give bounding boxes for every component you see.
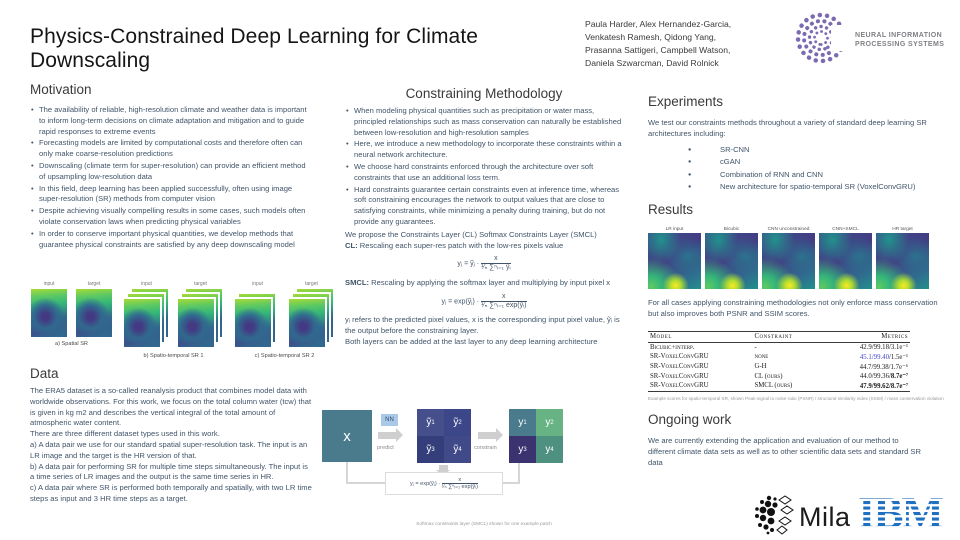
formula-note: yᵢ refers to the predicted pixel values, x is the corresponding input pixel value, ỹᵢ is the output before the constraining layer. — [345, 315, 620, 336]
author-line: Daniela Szwarcman, David Rolnick — [585, 58, 719, 68]
climate-image — [30, 288, 68, 338]
results-table — [648, 331, 910, 392]
section-results — [648, 202, 944, 401]
constrain-arrow-icon — [478, 432, 496, 439]
motivation-bullet: • The availability of reliable, high-resolution climate and weather data is important to inform long-term decisions on climate adaptation and mitigation and to guide rapid responses to extreme events — [30, 105, 312, 137]
methodology-bullet: • Here, we introduce a new methodology to incorporate these constraints within a neural network architecture. — [345, 139, 623, 161]
figure-label: input — [141, 281, 152, 287]
section-experiments — [648, 94, 938, 194]
diagram-predicted-grid — [417, 409, 471, 463]
experiments-list — [648, 144, 938, 194]
cl-label: CL: — [345, 240, 358, 250]
climate-image-stack — [123, 288, 170, 350]
svg-text:IBM: IBM — [858, 490, 942, 534]
result-image-label: CNN unconstrained — [767, 227, 810, 232]
table-header: Metrics — [822, 331, 910, 342]
figure-caption: c) Spatio-temporal SR 2 — [254, 353, 315, 359]
motivation-heading: Motivation — [30, 82, 92, 97]
data-heading: Data — [30, 366, 59, 381]
grid-cell: y 2 — [536, 409, 563, 436]
motivation-bullet: • Despite achieving visually compelling results in some cases, such models often violate conservation laws when predicting physical variables — [30, 206, 312, 228]
grid-cell: ỹ 4 — [444, 436, 471, 463]
ongoing-text: We are currently extending the application and evaluation of our method to different climate data sets as well as to other scientific data sets and standard SR data — [648, 436, 921, 467]
experiments-intro: We test our constraints methods throughout a variety of standard deep learning SR architectures including: — [648, 118, 927, 138]
author-line: Prasanna Sattigeri, Campbell Watson, — [585, 45, 731, 55]
smcl-formula: yⱼ = exp(ỹⱼ) · $\frac{x}{\text{¹⁄ₙ ∑ⁿᵢ₌₁ exp(ỹᵢ)}}$ — [441, 293, 527, 310]
figure-label: target — [305, 281, 318, 287]
figure-group-spatio-temporal-1 — [123, 281, 224, 365]
smcl-label: SMCL: — [345, 278, 370, 288]
results-summary: For all cases applying constraining methodologies not only enforce mass conservation but also improves both PSNR and SSIM scores. — [648, 298, 938, 318]
data-paragraph: b) A data pair for performing SR for multiple time steps simultaneously. The input is a time series of LR images and the output is the same time series in HR. — [30, 461, 308, 482]
figure-label: target — [194, 281, 207, 287]
result-map-image — [705, 233, 758, 289]
table-header-row — [648, 331, 910, 342]
section-data — [30, 366, 312, 505]
climate-image-stack — [177, 288, 224, 350]
section-methodology — [345, 106, 623, 348]
figure-label: target — [87, 281, 101, 287]
experiments-item: ● New architecture for spatio-temporal SR (VoxelConvGRU) — [648, 181, 938, 194]
result-image-label: LR input — [665, 227, 684, 232]
smcl-diagram — [318, 408, 568, 496]
table-row: Bicubic+interp. - 42.9/99.18/3.1e⁻¹ — [650, 343, 908, 352]
ongoing-heading: Ongoing work — [648, 412, 732, 427]
diagram-nn-box: NN — [381, 414, 398, 426]
figure-caption: a) Spatial SR — [55, 341, 88, 347]
climate-image-stack — [288, 288, 335, 350]
diagram-connector — [346, 462, 385, 484]
result-image-label: CNN+SMCL — [832, 227, 859, 232]
cl-formula: yⱼ = ỹⱼ · $\frac{x}{\text{¹⁄ₙ ∑ⁿᵢ₌₁ ỹᵢ}}$ — [457, 255, 511, 272]
result-map-image — [876, 233, 929, 289]
result-image-label: HR target — [892, 227, 913, 232]
section-motivation — [30, 82, 312, 251]
down-arrow-icon — [439, 465, 448, 470]
grid-cell: ỹ 1 — [417, 409, 444, 436]
figure-label: input — [252, 281, 263, 287]
grid-cell: y 1 — [509, 409, 536, 436]
ibm-stripes-icon — [858, 490, 946, 534]
methodology-bullet: • We choose hard constraints enforced through the architecture over soft constraints that use an additional loss term. — [345, 162, 623, 184]
figure-label: input — [43, 281, 55, 287]
predict-arrow-icon — [378, 432, 396, 439]
data-paragraph: The ERA5 dataset is a so-called reanalysis product that combines model data with worldwide observations. For this work, we focus on the total column water (tcw) that is given in kg m2 and describes the vertical integral of the total amount of atmospheric water content. — [30, 386, 312, 428]
diagram-formula-box: yⱼ = exp(ỹⱼ) · $\frac{x}{\text{¹⁄ₙ ∑ⁿᵢ₌₁ exp(ỹᵢ)}}$ — [385, 472, 503, 495]
climate-image-stack — [234, 288, 281, 350]
methodology-bullet: • When modeling physical quantities such as precipitation or water mass, principled relationships such as mass conservation can naturally be established between low-resolution and high-resolution samples — [345, 106, 623, 138]
result-map-image — [648, 233, 701, 289]
author-line: Paula Harder, Alex Hernandez-Garcia, — [585, 19, 732, 29]
neurips-swirl-icon — [795, 9, 851, 72]
propose-line: We propose the Constraints Layer (CL) Softmax Constraints Layer (SMCL) — [345, 229, 597, 239]
figure-group-spatio-temporal-2 — [234, 281, 335, 365]
data-paragraph: There are three different dataset types used in this work. — [30, 429, 220, 439]
author-line: Venkatesh Ramesh, Qidong Yang, — [585, 32, 717, 42]
table-header: Model — [648, 331, 752, 342]
table-caption: Example scores for spatio-temporal SR, shown Peak-signal to noise ratio (PSNR) / structural similarity index (SSIM) / mass conservation violation — [648, 395, 944, 401]
table-header: Constraint — [752, 331, 822, 342]
table-row: SR-VoxelConvGRU SMCL (ours) 47.9/99.62/8.7e⁻⁷ — [650, 382, 908, 390]
experiments-item: ● Combination of RNN and CNN — [648, 169, 938, 182]
mila-wordmark: Mila — [799, 502, 851, 532]
data-paragraph: c) A data pair where SR is performed both temporally and spatially, with two LR time steps as input and 3 HR time steps as a target. — [30, 483, 312, 503]
motivation-bullet: • In this field, deep learning has been applied successfully, often using image super-resolution (SR) methods from computer vision — [30, 184, 312, 206]
experiments-heading: Experiments — [648, 94, 724, 109]
poster-title: Physics-Constrained Deep Learning for Climate Downscaling — [30, 25, 479, 72]
authors-block — [585, 18, 785, 70]
smcl-definition: SMCL: Rescaling by applying the softmax layer and multiplying by input pixel x — [345, 278, 611, 288]
experiments-item: ● cGAN — [648, 156, 938, 169]
constrain-label: constrain — [474, 445, 497, 451]
mila-dots-icon — [752, 494, 796, 540]
predict-label: predict — [377, 445, 394, 451]
experiments-item: ● SR-CNN — [648, 144, 938, 157]
methodology-heading: Constraining Methodology — [405, 86, 563, 101]
data-paragraphs — [30, 386, 312, 505]
neurips-wordmark: NEURAL INFORMATION PROCESSING SYSTEMS — [855, 32, 945, 48]
mila-logo — [752, 494, 851, 540]
motivation-bullets — [30, 105, 312, 250]
result-map-image — [762, 233, 815, 289]
methodology-bullet: • Hard constraints guarantee certain constraints even at inference time, whereas soft constraining encourages the network to output values that are close to satisfying constraints, while minimizing a penalty during training, but do not provide any guarantees. — [345, 185, 623, 228]
table-row: SR-VoxelConvGRU none 45.1/99.40/1.5e⁻¹ — [650, 353, 908, 361]
result-map-image — [819, 233, 872, 289]
table-row: SR-VoxelConvGRU CL (ours) 44.0/99.36/8.7e⁻⁷ — [650, 372, 908, 381]
diagram-input-patch: x — [322, 410, 372, 462]
grid-cell: ỹ 3 — [417, 436, 444, 463]
grid-cell: y 3 — [509, 436, 536, 463]
table-row: SR-VoxelConvGRU G-H 44.7/99.38/1.7e⁻⁶ — [650, 363, 908, 371]
grid-cell: y 4 — [536, 436, 563, 463]
section-ongoing-work — [648, 412, 938, 468]
figure-caption: b) Spatio-temporal SR 1 — [143, 353, 204, 359]
data-paragraph: a) A data pair we use for our standard spatial super-resolution task. The input is an LR image and the target is the HR version of that. — [30, 439, 308, 460]
results-heading: Results — [648, 202, 694, 217]
motivation-bullet: • Forecasting models are limited by computational costs and therefore often can only make coarse-resolution predictions — [30, 138, 312, 160]
figure-group-spatial-sr — [30, 281, 113, 365]
cl-definition: CL: Rescaling each super-res patch with the low-res pixels value — [345, 240, 564, 250]
diagram-output-grid — [509, 409, 563, 463]
dataset-types-figure — [30, 281, 320, 365]
grid-cell: ỹ 2 — [444, 409, 471, 436]
motivation-bullet: • Downscaling (climate term for super-resolution) can provide an efficient method of upsampling low-resolution data — [30, 161, 312, 183]
result-image-label: Bicubic — [723, 227, 740, 232]
formula-note: Both layers can be added at the last layer to any deep learning architecture — [345, 336, 598, 346]
neurips-logo — [795, 8, 953, 72]
climate-image — [75, 288, 113, 338]
ibm-logo — [858, 490, 946, 539]
diagram-caption: Softmax constraints layer (SMCL) shown for one example patch — [416, 522, 552, 527]
results-image-row — [648, 227, 938, 289]
motivation-bullet: • In order to conserve important physical quantities, we develop methods that guarantee physical constraints are satisfied by any deep downscaling model — [30, 229, 312, 251]
